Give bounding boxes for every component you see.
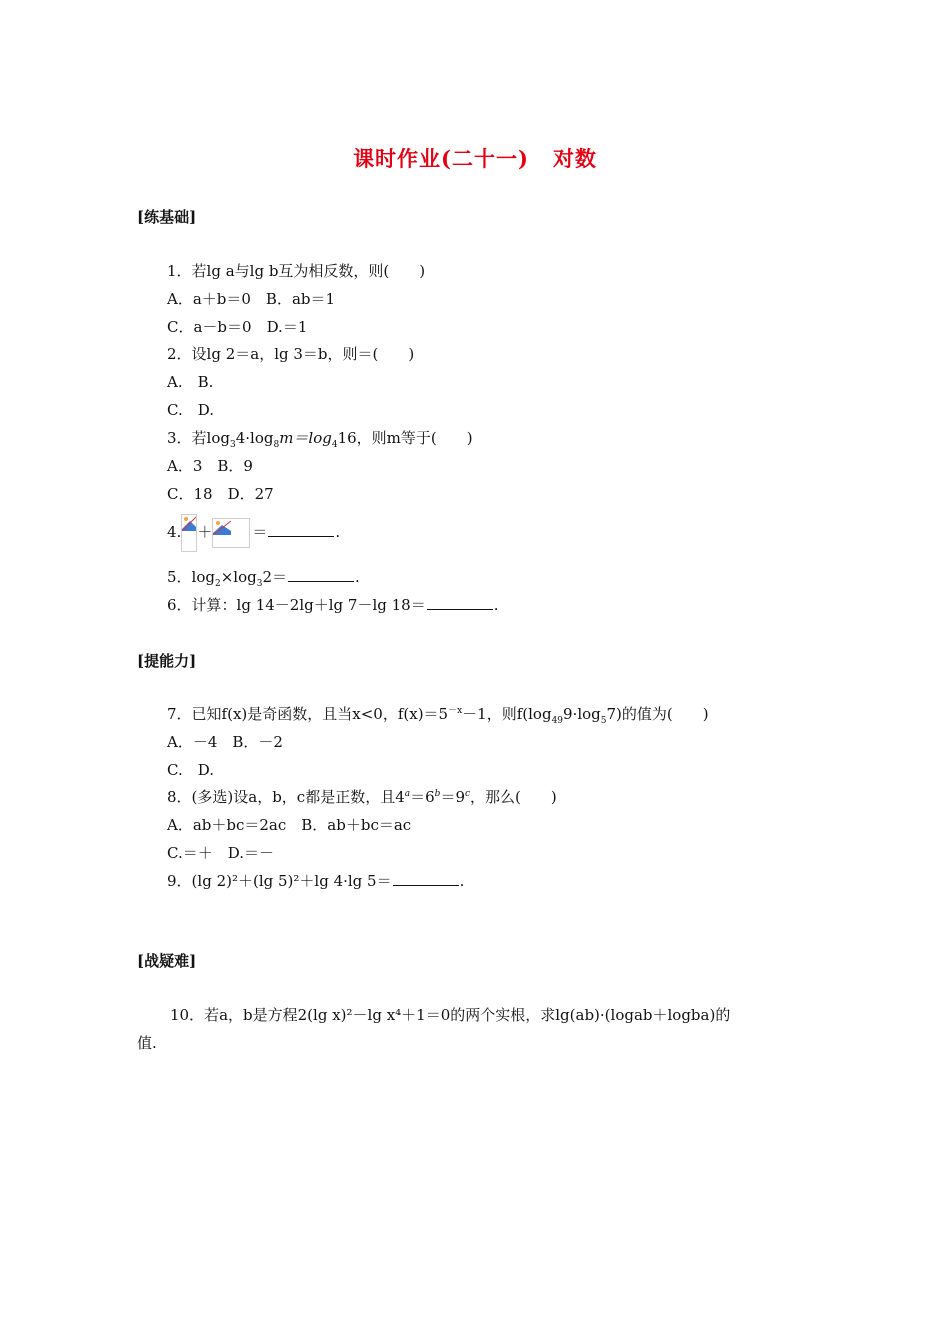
q6-line: 6．计算：lg 14－2lg＋lg 7－lg 18＝ . bbox=[167, 596, 499, 614]
answer-blank bbox=[427, 608, 493, 610]
q3-stem: 3．若$\log_34\cdot\log_8m=\log_416$，则m等于( ) bbox=[167, 429, 473, 450]
q4-line: 4. ＋ ＝ . bbox=[167, 514, 340, 550]
q7-options-cd: C. D. bbox=[167, 761, 214, 779]
q10-line2: 值. bbox=[137, 1034, 157, 1052]
title-main: 课时作业(二十一) bbox=[353, 146, 529, 171]
section-ability: [提能力] bbox=[137, 652, 197, 670]
q8-options-cd: C.＝＋ D.＝－ bbox=[167, 844, 274, 862]
q8-stem: 8．(多选)设a，b，c都是正数，且$4^a=6^b=9^c$，那么( ) bbox=[167, 788, 557, 806]
q3-options-cd: C．18 D．27 bbox=[167, 485, 274, 503]
q7-options-ab: A．－4 B．－2 bbox=[167, 733, 283, 751]
section-challenge: [战疑难] bbox=[137, 952, 197, 970]
title-topic: 对数 bbox=[552, 146, 597, 171]
broken-image-icon bbox=[181, 514, 197, 552]
answer-blank bbox=[288, 580, 354, 582]
answer-blank bbox=[393, 884, 459, 886]
broken-image-icon bbox=[212, 518, 250, 548]
q7-stem: 7．已知f(x)是奇函数，且当x<0，$f(x)=5^{-x}-1$，则$f(\log_{49}9\cdot\log_57)$的值为( ) bbox=[167, 705, 709, 726]
q9-line: 9．(lg 2)²＋(lg 5)²＋lg 4·lg 5＝ . bbox=[167, 872, 465, 890]
q2-options-ab: A. B. bbox=[167, 373, 214, 391]
q1-stem: 1．若lg a与lg b互为相反数，则( ) bbox=[167, 262, 426, 280]
q1-options-ab: A．a＋b＝0 B．ab＝1 bbox=[167, 290, 336, 308]
q2-stem: 2．设lg 2＝a，lg 3＝b，则＝( ) bbox=[167, 345, 415, 363]
q5-line: 5．$\log_2\times\log_32=$ . bbox=[167, 568, 360, 589]
section-basic: [练基础] bbox=[137, 208, 197, 226]
answer-blank bbox=[268, 535, 334, 537]
q3-options-ab: A．3 B．9 bbox=[167, 457, 253, 475]
page-title bbox=[0, 143, 950, 173]
q1-options-cd: C．a－b＝0 D.＝1 bbox=[167, 318, 308, 336]
q2-options-cd: C. D. bbox=[167, 401, 214, 419]
q10-line1: 10．若a，b是方程2(lg x)²－lg x⁴＋1＝0的两个实根，求lg(ab)·(logab＋logba)的 bbox=[170, 1006, 731, 1024]
q8-options-ab: A．ab＋bc＝2ac B．ab＋bc＝ac bbox=[167, 816, 412, 834]
